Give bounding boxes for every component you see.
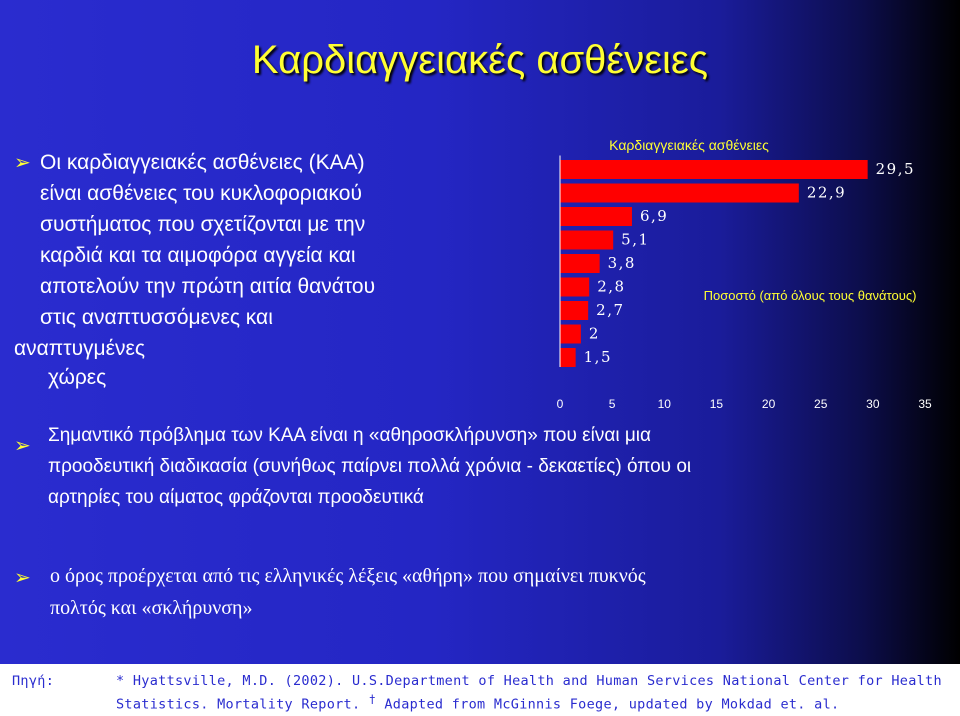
bar xyxy=(560,231,613,250)
bar xyxy=(560,184,799,203)
bar-data-label: 1,5 xyxy=(583,348,613,366)
x-tick-label: 5 xyxy=(608,397,616,411)
bullet-arrow-icon: ➢ xyxy=(14,567,31,589)
bullet-3-line: ο όρος προέρχεται από τις ελληνικές λέξεις «αθήρη» που σημαίνει πυκνός xyxy=(50,565,646,587)
source-line-1: * Hyattsville, M.D. (2002). U.S.Department of Health and Human Services National Center for Health xyxy=(116,673,942,689)
bullet-1-line: Οι καρδιαγγειακές ασθένειες (ΚΑΑ) xyxy=(40,151,365,174)
bullet-1-line: αναπτυγμένες xyxy=(14,337,145,360)
bar-data-label: 2,7 xyxy=(596,301,625,319)
bullet-2-text xyxy=(12,420,952,513)
bullet-3-line: πολτός και «σκλήρυνση» xyxy=(50,597,253,619)
source-line-2a: Statistics. Mortality Report. xyxy=(116,696,369,713)
bullet-1-line: καρδιά και τα αιμοφόρα αγγεία και xyxy=(40,244,356,267)
bar-data-label: 5,1 xyxy=(621,230,650,249)
bar xyxy=(560,278,589,297)
bullet-1-line: αποτελούν την πρώτη αιτία θανάτου xyxy=(40,275,376,298)
bullet-3-text xyxy=(12,560,952,624)
bar-data-label: 2,8 xyxy=(597,277,626,296)
x-tick-label: 30 xyxy=(866,397,880,411)
x-tick-label: 10 xyxy=(657,397,671,411)
source-line-2 xyxy=(116,693,839,713)
x-tick-label: 35 xyxy=(918,397,932,411)
bullet-1-line: στις αναπτυσσόμενες και xyxy=(40,306,273,329)
source-line-2b: Adapted from McGinnis Foege, updated by Mokdad et. al. xyxy=(375,696,840,713)
source-label: Πηγή: xyxy=(12,673,55,689)
chart-title: Καρδιαγγειακές ασθένειες xyxy=(609,137,769,153)
x-tick-label: 0 xyxy=(556,397,564,411)
bar xyxy=(560,207,632,226)
dagger-mark: † xyxy=(368,693,376,706)
bar-data-label: 29,5 xyxy=(875,160,916,178)
x-tick-label: 15 xyxy=(709,397,724,411)
bar xyxy=(560,325,581,344)
bullet-arrow-icon: ➢ xyxy=(14,152,31,174)
bullet-1-line: συστήματος που σχετίζονται με την xyxy=(40,213,366,236)
x-tick-label: 25 xyxy=(814,397,828,411)
bar xyxy=(560,348,576,367)
bullet-arrow-icon: ➢ xyxy=(14,435,31,457)
bar xyxy=(560,160,868,179)
page-title: Καρδιαγγειακές ασθένειες xyxy=(251,38,709,82)
bullet-2-line: αρτηρίες του αίματος φράζονται προοδευτικά xyxy=(48,487,424,508)
bar xyxy=(560,301,588,320)
bullet-1-line: χώρες xyxy=(48,366,107,389)
x-tick-label: 20 xyxy=(761,397,776,411)
bullet-2-line: Σημαντικό πρόβλημα των ΚΑΑ είναι η «αθηροσκλήρυνση» που είναι μια xyxy=(48,425,651,446)
bars-group xyxy=(560,160,915,367)
bar-data-label: 22,9 xyxy=(806,183,847,202)
footer-source xyxy=(0,664,960,716)
bar-data-label: 6,9 xyxy=(639,207,669,225)
bar xyxy=(560,254,600,273)
bar-data-label: 3,8 xyxy=(607,254,636,272)
chart-legend: Ποσοστό (από όλους τους θανάτους) xyxy=(703,288,917,303)
bullet-1-line: είναι ασθένειες του κυκλοφοριακού xyxy=(40,182,362,205)
bar-data-label: 2 xyxy=(588,324,600,343)
bullet-2-line: προοδευτική διαδικασία (συνήθως παίρνει πολλά χρόνια - δεκαετίες) όπου οι xyxy=(48,456,692,477)
